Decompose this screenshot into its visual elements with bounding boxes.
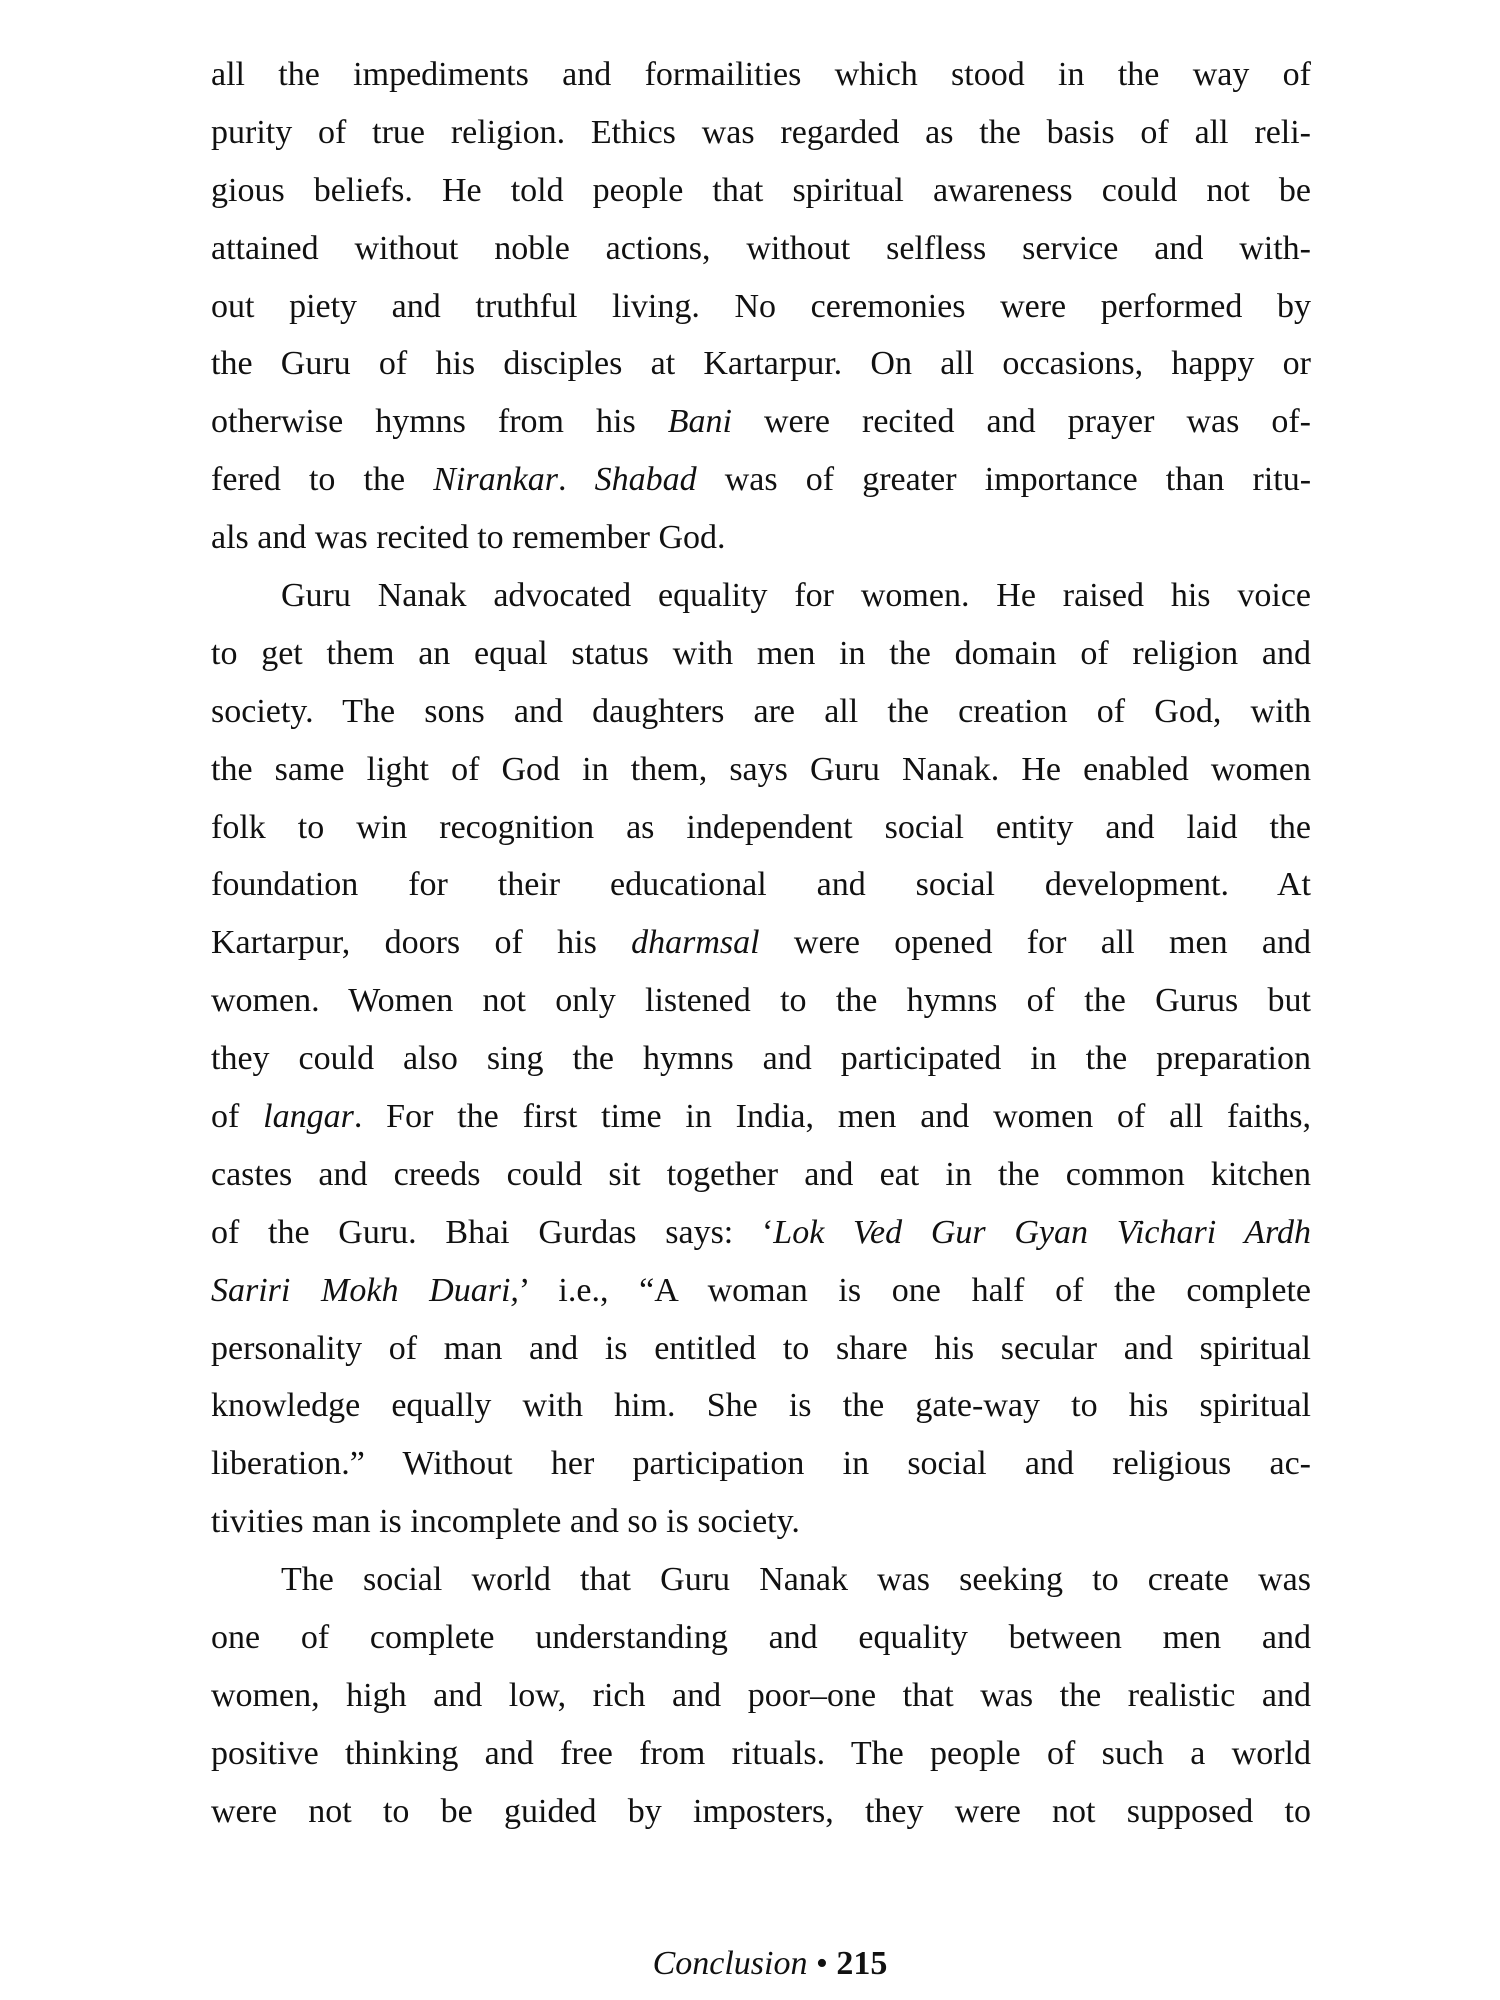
paragraph xyxy=(211,46,1311,567)
text-segment: als and was recited to remember God. xyxy=(211,519,726,557)
text-segment: was of greater importance than ritu- xyxy=(696,461,1312,499)
text-segment: society. The sons and daughters are all the creation of God, with xyxy=(211,692,1311,730)
text-segment: . xyxy=(557,461,595,499)
text-line xyxy=(211,856,1311,914)
text-segment: out piety and truthful living. No ceremonies were performed by xyxy=(211,287,1311,325)
text-segment: foundation for their educational and social development. At xyxy=(211,866,1311,904)
text-segment: to get them an equal status with men in the domain of religion and xyxy=(211,634,1311,672)
text-line xyxy=(211,1377,1311,1435)
text-segment: purity of true religion. Ethics was regarded as the basis of all reli- xyxy=(211,113,1311,151)
text-line xyxy=(211,972,1311,1030)
text-line xyxy=(211,1088,1311,1146)
text-line xyxy=(211,1783,1311,1841)
text-segment: of xyxy=(211,1098,264,1136)
text-segment: liberation.” Without her participation in social and religious ac- xyxy=(211,1445,1311,1483)
text-segment: the Guru of his disciples at Kartarpur. On all occasions, happy or xyxy=(211,345,1311,383)
text-segment: Guru Nanak advocated equality for women. He raised his voice xyxy=(281,577,1311,615)
text-line xyxy=(211,162,1311,220)
text-segment: were recited and prayer was of- xyxy=(731,403,1311,441)
italic-term: dharmsal xyxy=(631,924,760,962)
text-segment: gious beliefs. He told people that spiritual awareness could not be xyxy=(211,171,1311,209)
text-segment: of the Guru. Bhai Gurdas says: ‘ xyxy=(211,1213,774,1251)
paragraph xyxy=(211,567,1311,1551)
text-line xyxy=(211,451,1311,509)
text-segment: The social world that Guru Nanak was seeking to create was xyxy=(281,1561,1311,1599)
text-segment: tivities man is incomplete and so is society. xyxy=(211,1503,800,1541)
footer-separator: • xyxy=(816,1945,828,1982)
text-line xyxy=(211,1551,1311,1609)
text-line xyxy=(211,914,1311,972)
italic-term: Bani xyxy=(667,403,732,441)
text-line xyxy=(211,1262,1311,1320)
text-segment: fered to the xyxy=(211,461,434,499)
text-segment: women, high and low, rich and poor–one that was the realistic and xyxy=(211,1676,1311,1714)
italic-term: Sariri Mokh Duari, xyxy=(211,1271,519,1309)
italic-term: Nirankar xyxy=(433,461,558,499)
text-segment: positive thinking and free from rituals. The people of such a world xyxy=(211,1734,1311,1772)
text-line xyxy=(211,509,1311,567)
text-line xyxy=(211,799,1311,857)
text-line xyxy=(211,1320,1311,1378)
text-line xyxy=(211,741,1311,799)
text-line xyxy=(211,1667,1311,1725)
page-body xyxy=(211,46,1311,1841)
text-line xyxy=(211,1204,1311,1262)
text-segment: women. Women not only listened to the hymns of the Gurus but xyxy=(211,982,1311,1020)
text-segment: were not to be guided by imposters, they were not supposed to xyxy=(211,1792,1311,1830)
text-segment: all the impediments and formailities which stood in the way of xyxy=(211,56,1311,93)
text-line xyxy=(211,1030,1311,1088)
text-line xyxy=(211,393,1311,451)
text-segment: personality of man and is entitled to share his secular and spiritual xyxy=(211,1329,1311,1367)
text-line xyxy=(211,1493,1311,1551)
paragraph xyxy=(211,1551,1311,1840)
text-line xyxy=(211,1435,1311,1493)
text-segment: ’ i.e., “A woman is one half of the complete xyxy=(518,1271,1312,1309)
text-segment: castes and creeds could sit together and eat in the common kitchen xyxy=(211,1155,1311,1193)
text-segment: one of complete understanding and equality between men and xyxy=(211,1619,1311,1657)
text-segment: they could also sing the hymns and participated in the preparation xyxy=(211,1040,1311,1078)
italic-term: langar xyxy=(263,1098,354,1136)
text-line xyxy=(211,567,1311,625)
text-segment: were opened for all men and xyxy=(759,924,1312,962)
footer-section-title: Conclusion xyxy=(652,1945,808,1982)
page-number: 215 xyxy=(836,1945,888,1982)
text-line xyxy=(211,1725,1311,1783)
page-footer xyxy=(0,1945,1500,1983)
text-segment: Kartarpur, doors of his xyxy=(211,924,632,962)
text-segment: the same light of God in them, says Guru Nanak. He enabled women xyxy=(211,750,1311,788)
text-line xyxy=(211,278,1311,336)
text-line xyxy=(211,683,1311,741)
italic-term: Lok Ved Gur Gyan Vichari Ardh xyxy=(773,1213,1311,1251)
italic-term: Shabad xyxy=(594,461,697,499)
text-segment: attained without noble actions, without selfless service and with- xyxy=(211,229,1311,267)
text-line xyxy=(211,46,1311,104)
text-segment: knowledge equally with him. She is the gate-way to his spiritual xyxy=(211,1387,1311,1425)
text-segment: . For the first time in India, men and women of all faiths, xyxy=(353,1098,1311,1136)
text-line xyxy=(211,1609,1311,1667)
text-line xyxy=(211,625,1311,683)
text-line xyxy=(211,1146,1311,1204)
text-line xyxy=(211,335,1311,393)
text-segment: otherwise hymns from his xyxy=(211,403,668,441)
text-line xyxy=(211,220,1311,278)
text-segment: folk to win recognition as independent social entity and laid the xyxy=(211,808,1311,846)
text-line xyxy=(211,104,1311,162)
